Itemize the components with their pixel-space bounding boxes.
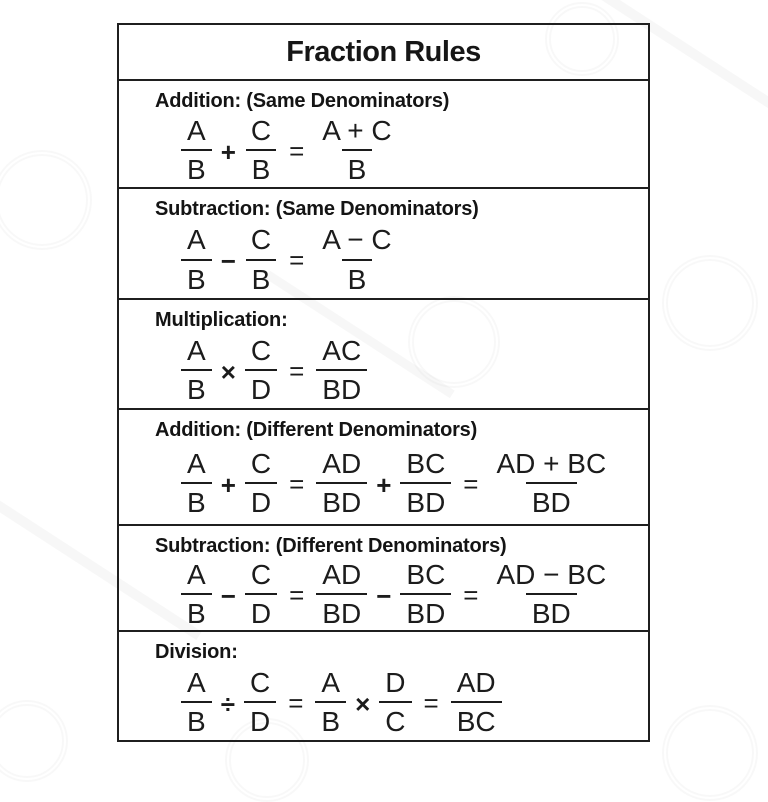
rule-header: Multiplication: (155, 309, 288, 331)
numerator: A (187, 334, 206, 366)
fraction (181, 336, 212, 405)
equals-sign: = (289, 135, 305, 166)
numerator: C (250, 224, 272, 256)
denominator: B (181, 369, 212, 404)
rule-formula (181, 332, 648, 408)
numerator: A (187, 114, 206, 146)
page-title: Fraction Rules (286, 35, 481, 68)
denominator: B (181, 259, 212, 294)
denominator: BD (316, 593, 367, 628)
watermark-camera-icon (662, 705, 758, 801)
denominator: B (246, 149, 277, 184)
fraction (244, 668, 276, 737)
fraction (181, 560, 212, 629)
numerator: A (187, 558, 206, 590)
numerator: AC (322, 334, 362, 366)
operator-sign: × (355, 688, 371, 719)
operator-sign: − (376, 580, 392, 611)
rule-header: Subtraction: (Same Denominators) (155, 198, 479, 220)
denominator: D (245, 369, 277, 404)
operator-sign: ÷ (220, 688, 235, 719)
denominator: B (181, 593, 212, 628)
denominator: B (342, 259, 373, 294)
denominator: BD (316, 482, 367, 517)
fraction (181, 668, 212, 737)
fraction (245, 336, 277, 405)
denominator: B (181, 482, 212, 517)
fraction (316, 116, 397, 185)
numerator: AD (322, 558, 362, 590)
fraction (315, 668, 346, 737)
numerator: A (321, 666, 341, 698)
numerator: AD (322, 447, 362, 479)
equals-sign: = (423, 687, 439, 718)
equals-sign: = (463, 468, 479, 499)
fraction (245, 560, 277, 629)
numerator: AD (456, 666, 496, 698)
denominator: B (181, 701, 212, 736)
rule-row-division (119, 630, 648, 740)
equals-sign: = (289, 468, 305, 499)
denominator: B (181, 149, 212, 184)
numerator: A + C (322, 114, 392, 146)
numerator: A (187, 224, 206, 256)
equals-sign: = (289, 579, 305, 610)
fraction (316, 560, 367, 629)
watermark-camera-icon (0, 150, 92, 250)
rule-header: Division: (155, 641, 238, 663)
operator-sign: − (220, 246, 236, 276)
rule-formula (181, 221, 648, 298)
fraction (490, 560, 612, 629)
rule-formula (181, 664, 648, 740)
numerator: BC (406, 447, 446, 479)
operator-sign: + (220, 469, 236, 500)
fraction (245, 449, 277, 518)
fraction (245, 116, 277, 185)
fraction-rules-table (117, 23, 650, 742)
table-title-row (119, 25, 648, 79)
denominator: D (245, 593, 277, 628)
denominator: BD (400, 593, 451, 628)
denominator: BD (526, 482, 577, 517)
numerator: C (250, 447, 272, 479)
numerator: A − C (322, 224, 392, 256)
equals-sign: = (289, 245, 305, 275)
numerator: A (187, 447, 206, 479)
denominator: B (246, 259, 277, 294)
numerator: A (187, 666, 206, 698)
rule-header: Addition: (Different Denominators) (155, 419, 478, 441)
rule-header: Addition: (Same Denominators) (155, 90, 450, 112)
fraction (181, 449, 212, 518)
equals-sign: = (463, 579, 479, 610)
fraction (379, 668, 411, 737)
fraction (400, 560, 451, 629)
rule-formula (181, 442, 648, 524)
fraction (181, 225, 212, 294)
numerator: C (250, 558, 272, 590)
fraction (316, 449, 367, 518)
denominator: D (245, 482, 277, 517)
rule-rows (119, 79, 648, 740)
fraction (316, 336, 367, 405)
watermark-camera-icon (662, 255, 758, 351)
operator-sign: + (220, 136, 236, 167)
rule-row-subtraction-same (119, 187, 648, 298)
rule-row-subtraction-different (119, 524, 648, 630)
numerator: BC (406, 558, 446, 590)
operator-sign: + (376, 469, 392, 500)
rule-row-multiplication (119, 298, 648, 408)
rule-header: Subtraction: (Different Denominators) (155, 535, 507, 557)
rule-formula (181, 558, 648, 630)
fraction (490, 449, 612, 518)
numerator: C (250, 334, 272, 366)
denominator: BD (316, 369, 367, 404)
fraction (316, 225, 397, 294)
denominator: BC (451, 701, 502, 736)
operator-sign: − (220, 580, 236, 611)
numerator: D (385, 666, 406, 698)
denominator: B (342, 149, 373, 184)
fraction (451, 668, 502, 737)
watermark-camera-icon (0, 700, 68, 782)
numerator: C (249, 666, 271, 698)
numerator: C (250, 114, 272, 146)
denominator: BD (526, 593, 577, 628)
rule-row-addition-same (119, 79, 648, 187)
equals-sign: = (289, 355, 305, 386)
rule-row-addition-different (119, 408, 648, 524)
operator-sign: × (220, 356, 236, 387)
denominator: C (379, 701, 411, 736)
fraction (400, 449, 451, 518)
denominator: D (244, 701, 276, 736)
denominator: BD (400, 482, 451, 517)
numerator: AD + BC (496, 447, 607, 479)
fraction (245, 225, 277, 294)
equals-sign: = (288, 687, 304, 718)
rule-formula (181, 113, 648, 187)
denominator: B (315, 701, 346, 736)
fraction (181, 116, 212, 185)
numerator: AD − BC (496, 558, 607, 590)
